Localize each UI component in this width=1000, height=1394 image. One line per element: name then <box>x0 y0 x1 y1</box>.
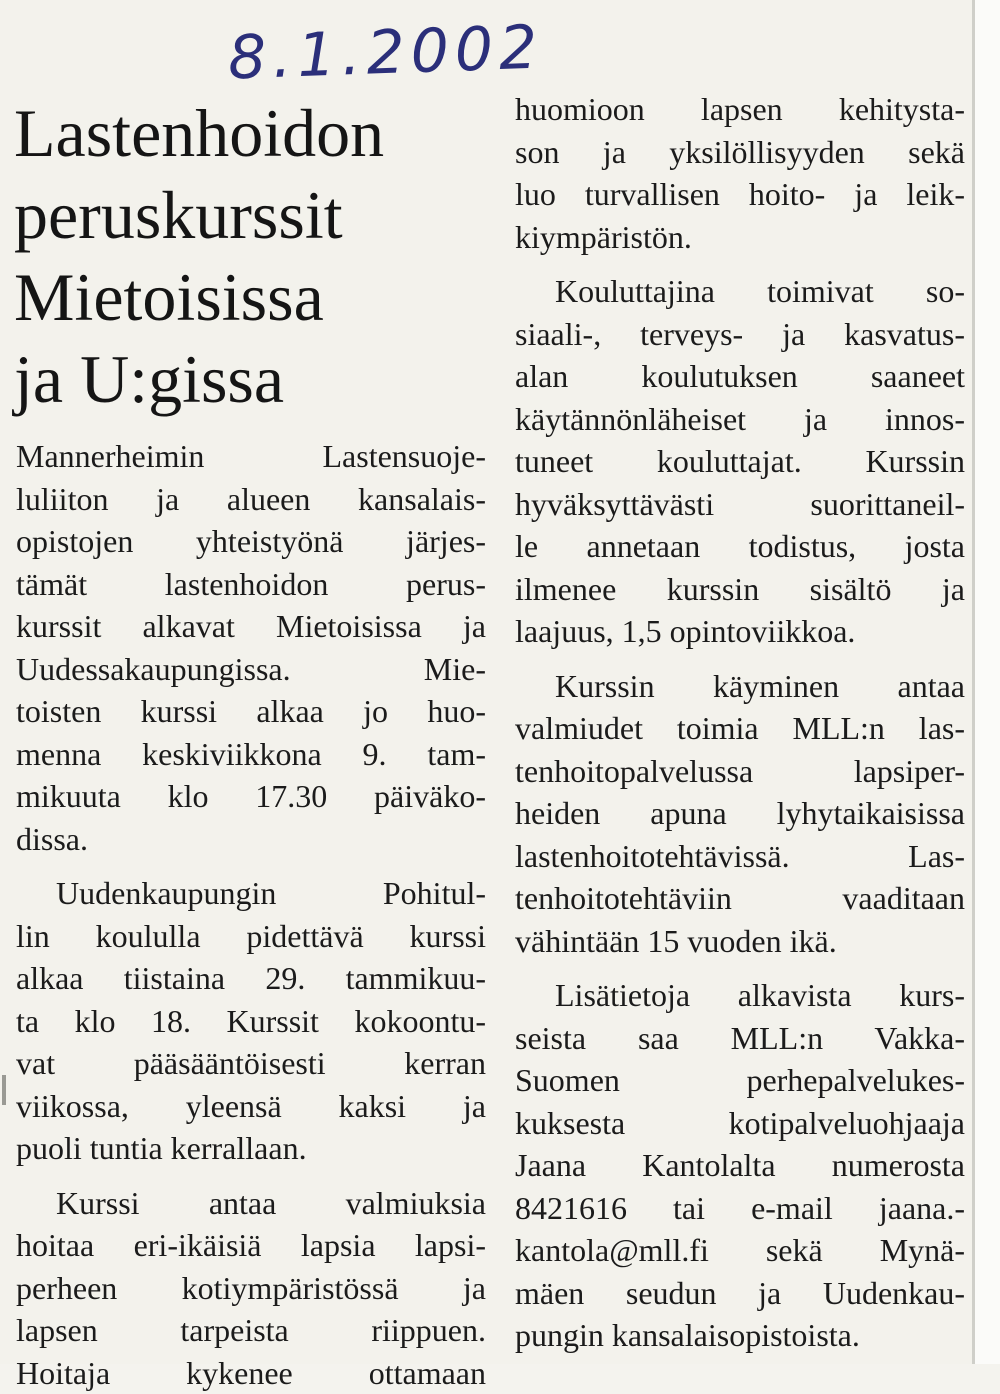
headline-line: Mietoisissa <box>14 256 494 338</box>
text-line: tuneet kouluttajat. Kurssin <box>515 440 965 483</box>
text-line: tämät lastenhoidon perus- <box>16 563 486 606</box>
text-line: Lisätietoja alkavista kurs- <box>515 974 965 1017</box>
text-line: Kurssi antaa valmiuksia <box>16 1182 486 1225</box>
text-line: käytännönläheiset ja innos- <box>515 398 965 441</box>
paragraph-course-skills <box>16 1182 486 1394</box>
text-line: seista saa MLL:n Vakka- <box>515 1017 965 1060</box>
paragraph-contact-info <box>515 974 965 1357</box>
text-line: mäen seudun ja Uudenkau- <box>515 1272 965 1315</box>
paragraph-continuation <box>515 88 965 258</box>
text-line: tenhoitopalvelussa lapsiper- <box>515 750 965 793</box>
headline-line: Lastenhoidon <box>14 92 494 174</box>
text-line: lapsen tarpeista riippuen. <box>16 1309 486 1352</box>
text-line: puoli tuntia kerrallaan. <box>16 1127 486 1170</box>
text-line: son ja yksilöllisyyden sekä <box>515 131 965 174</box>
text-line: ta klo 18. Kurssit kokoontu- <box>16 1000 486 1043</box>
headline-line: ja U:gissa <box>14 338 494 420</box>
text-line: dissa. <box>16 818 486 861</box>
text-line: mikuuta klo 17.30 päiväko- <box>16 775 486 818</box>
scan-background <box>975 0 1000 1364</box>
text-line: alkaa tiistaina 29. tammikuu- <box>16 957 486 1000</box>
text-line: hyväksyttävästi suorittaneil- <box>515 483 965 526</box>
text-line: Suomen perhepalvelukes- <box>515 1059 965 1102</box>
text-line: Kurssin käyminen antaa <box>515 665 965 708</box>
text-line: ilmenee kurssin sisältö ja <box>515 568 965 611</box>
text-line: hoitaa eri-ikäisiä lapsia lapsi- <box>16 1224 486 1267</box>
text-line: pungin kansalaisopistoista. <box>515 1314 965 1357</box>
text-line: heiden apuna lyhytaikaisissa <box>515 792 965 835</box>
text-line: Hoitaja kykenee ottamaan <box>16 1352 486 1394</box>
text-line: siaali-, terveys- ja kasvatus- <box>515 313 965 356</box>
text-line: Uudessakaupungissa. Mie- <box>16 648 486 691</box>
text-line: Jaana Kantolalta numerosta <box>515 1144 965 1187</box>
headline-line: peruskurssit <box>14 174 494 256</box>
text-line: vat pääsääntöisesti kerran <box>16 1042 486 1085</box>
handwritten-date: 8.1.2002 <box>227 13 544 94</box>
text-line: menna keskiviikkona 9. tam- <box>16 733 486 776</box>
text-line: 8421616 tai e-mail jaana.- <box>515 1187 965 1230</box>
text-line: luo turvallisen hoito- ja leik- <box>515 173 965 216</box>
text-line: opistojen yhteistyönä järjes- <box>16 520 486 563</box>
margin-mark <box>2 1075 6 1105</box>
left-column <box>16 435 486 1394</box>
text-line: toisten kurssi alkaa jo huo- <box>16 690 486 733</box>
text-line: lin koululla pidettävä kurssi <box>16 915 486 958</box>
text-line: laajuus, 1,5 opintoviikkoa. <box>515 610 965 653</box>
paragraph-trainers <box>515 270 965 653</box>
text-line: kiympäristön. <box>515 216 965 259</box>
text-line: lastenhoitotehtävissä. Las- <box>515 835 965 878</box>
paragraph-uusikaupunki <box>16 872 486 1170</box>
paragraph-intro <box>16 435 486 860</box>
text-line: Mannerheimin Lastensuoje- <box>16 435 486 478</box>
text-line: vähintään 15 vuoden ikä. <box>515 920 965 963</box>
text-line: huomioon lapsen kehitysta- <box>515 88 965 131</box>
text-line: perheen kotiympäristössä ja <box>16 1267 486 1310</box>
text-line: le annetaan todistus, josta <box>515 525 965 568</box>
text-line: Kouluttajina toimivat so- <box>515 270 965 313</box>
text-line: viikossa, yleensä kaksi ja <box>16 1085 486 1128</box>
right-column <box>515 88 965 1357</box>
text-line: valmiudet toimia MLL:n las- <box>515 707 965 750</box>
text-line: kuksesta kotipalveluohjaaja <box>515 1102 965 1145</box>
text-line: kurssit alkavat Mietoisissa ja <box>16 605 486 648</box>
paragraph-qualification <box>515 665 965 963</box>
text-line: luliiton ja alueen kansalais- <box>16 478 486 521</box>
text-line: alan koulutuksen saaneet <box>515 355 965 398</box>
text-line: Uudenkaupungin Pohitul- <box>16 872 486 915</box>
text-line: kantola@mll.fi sekä Mynä- <box>515 1229 965 1272</box>
headline <box>14 92 494 420</box>
text-line: tenhoitotehtäviin vaaditaan <box>515 877 965 920</box>
